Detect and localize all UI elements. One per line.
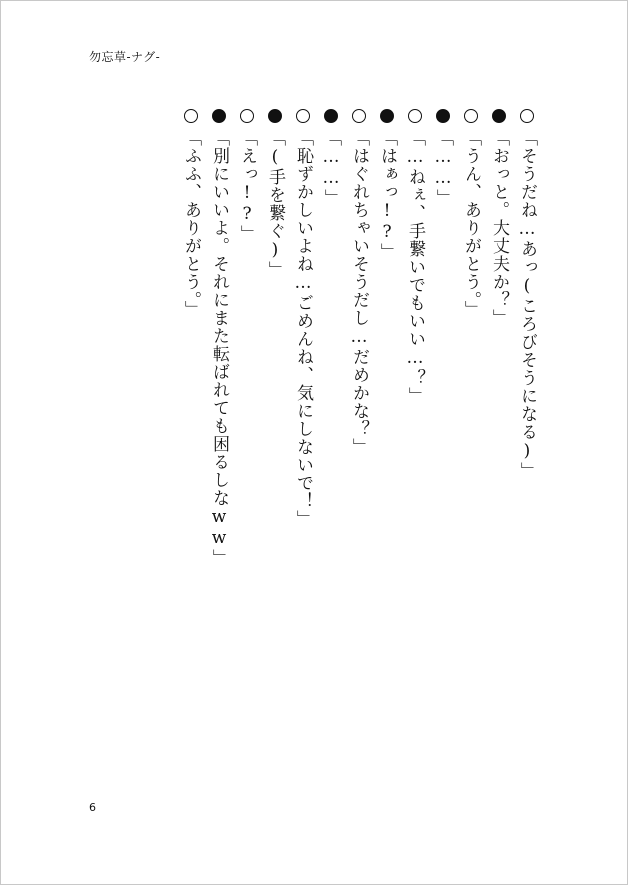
dialogue-line xyxy=(515,107,539,480)
open-circle-icon xyxy=(240,109,254,123)
filled-circle-icon xyxy=(380,109,394,123)
dialogue-line xyxy=(291,107,315,528)
filled-circle-icon xyxy=(436,109,450,123)
dialogue-line xyxy=(347,107,371,456)
dialogue-text: 「(手を繋ぐ)」 xyxy=(265,129,285,279)
dialogue-text: 「うん、ありがとう。」 xyxy=(461,129,481,319)
dialogue-text: 「おっと。大丈夫か？」 xyxy=(489,129,509,327)
filled-circle-icon xyxy=(212,109,226,123)
dialogue-line xyxy=(375,107,399,261)
open-circle-icon xyxy=(296,109,310,123)
dialogue-line xyxy=(319,107,343,207)
open-circle-icon xyxy=(520,109,534,123)
dialogue-line xyxy=(235,107,259,243)
dialogue-line xyxy=(403,107,427,405)
dialogue-text: 「えっ!?」 xyxy=(237,129,257,243)
dialogue-block xyxy=(141,107,539,727)
dialogue-text: 「……」 xyxy=(321,129,341,207)
filled-circle-icon xyxy=(268,109,282,123)
filled-circle-icon xyxy=(492,109,506,123)
dialogue-line xyxy=(459,107,483,319)
dialogue-text: 「…ねぇ、手繋いでもいい…？」 xyxy=(405,129,425,405)
dialogue-line xyxy=(179,107,203,319)
dialogue-text: 「……」 xyxy=(433,129,453,207)
dialogue-text: 「ふふ、ありがとう。」 xyxy=(181,129,201,319)
dialogue-line xyxy=(207,107,231,567)
dialogue-line xyxy=(431,107,455,207)
dialogue-line xyxy=(263,107,287,279)
filled-circle-icon xyxy=(324,109,338,123)
dialogue-text: 「別にいいよ。それにまた転ばれても困るしなww」 xyxy=(209,129,229,567)
dialogue-text: 「恥ずかしいよね…ごめんね、気にしないで！」 xyxy=(293,129,313,528)
open-circle-icon xyxy=(184,109,198,123)
dialogue-text: 「そうだね…あっ(ころびそうになる)」 xyxy=(517,129,537,480)
dialogue-line xyxy=(487,107,511,327)
open-circle-icon xyxy=(408,109,422,123)
open-circle-icon xyxy=(464,109,478,123)
dialogue-text: 「はぁっ!?」 xyxy=(377,129,397,261)
dialogue-text: 「はぐれちゃいそうだし…だめかな？」 xyxy=(349,129,369,456)
open-circle-icon xyxy=(352,109,366,123)
page-number: 6 xyxy=(89,801,96,814)
running-header: 勿忘草-ナグ- xyxy=(89,50,161,64)
